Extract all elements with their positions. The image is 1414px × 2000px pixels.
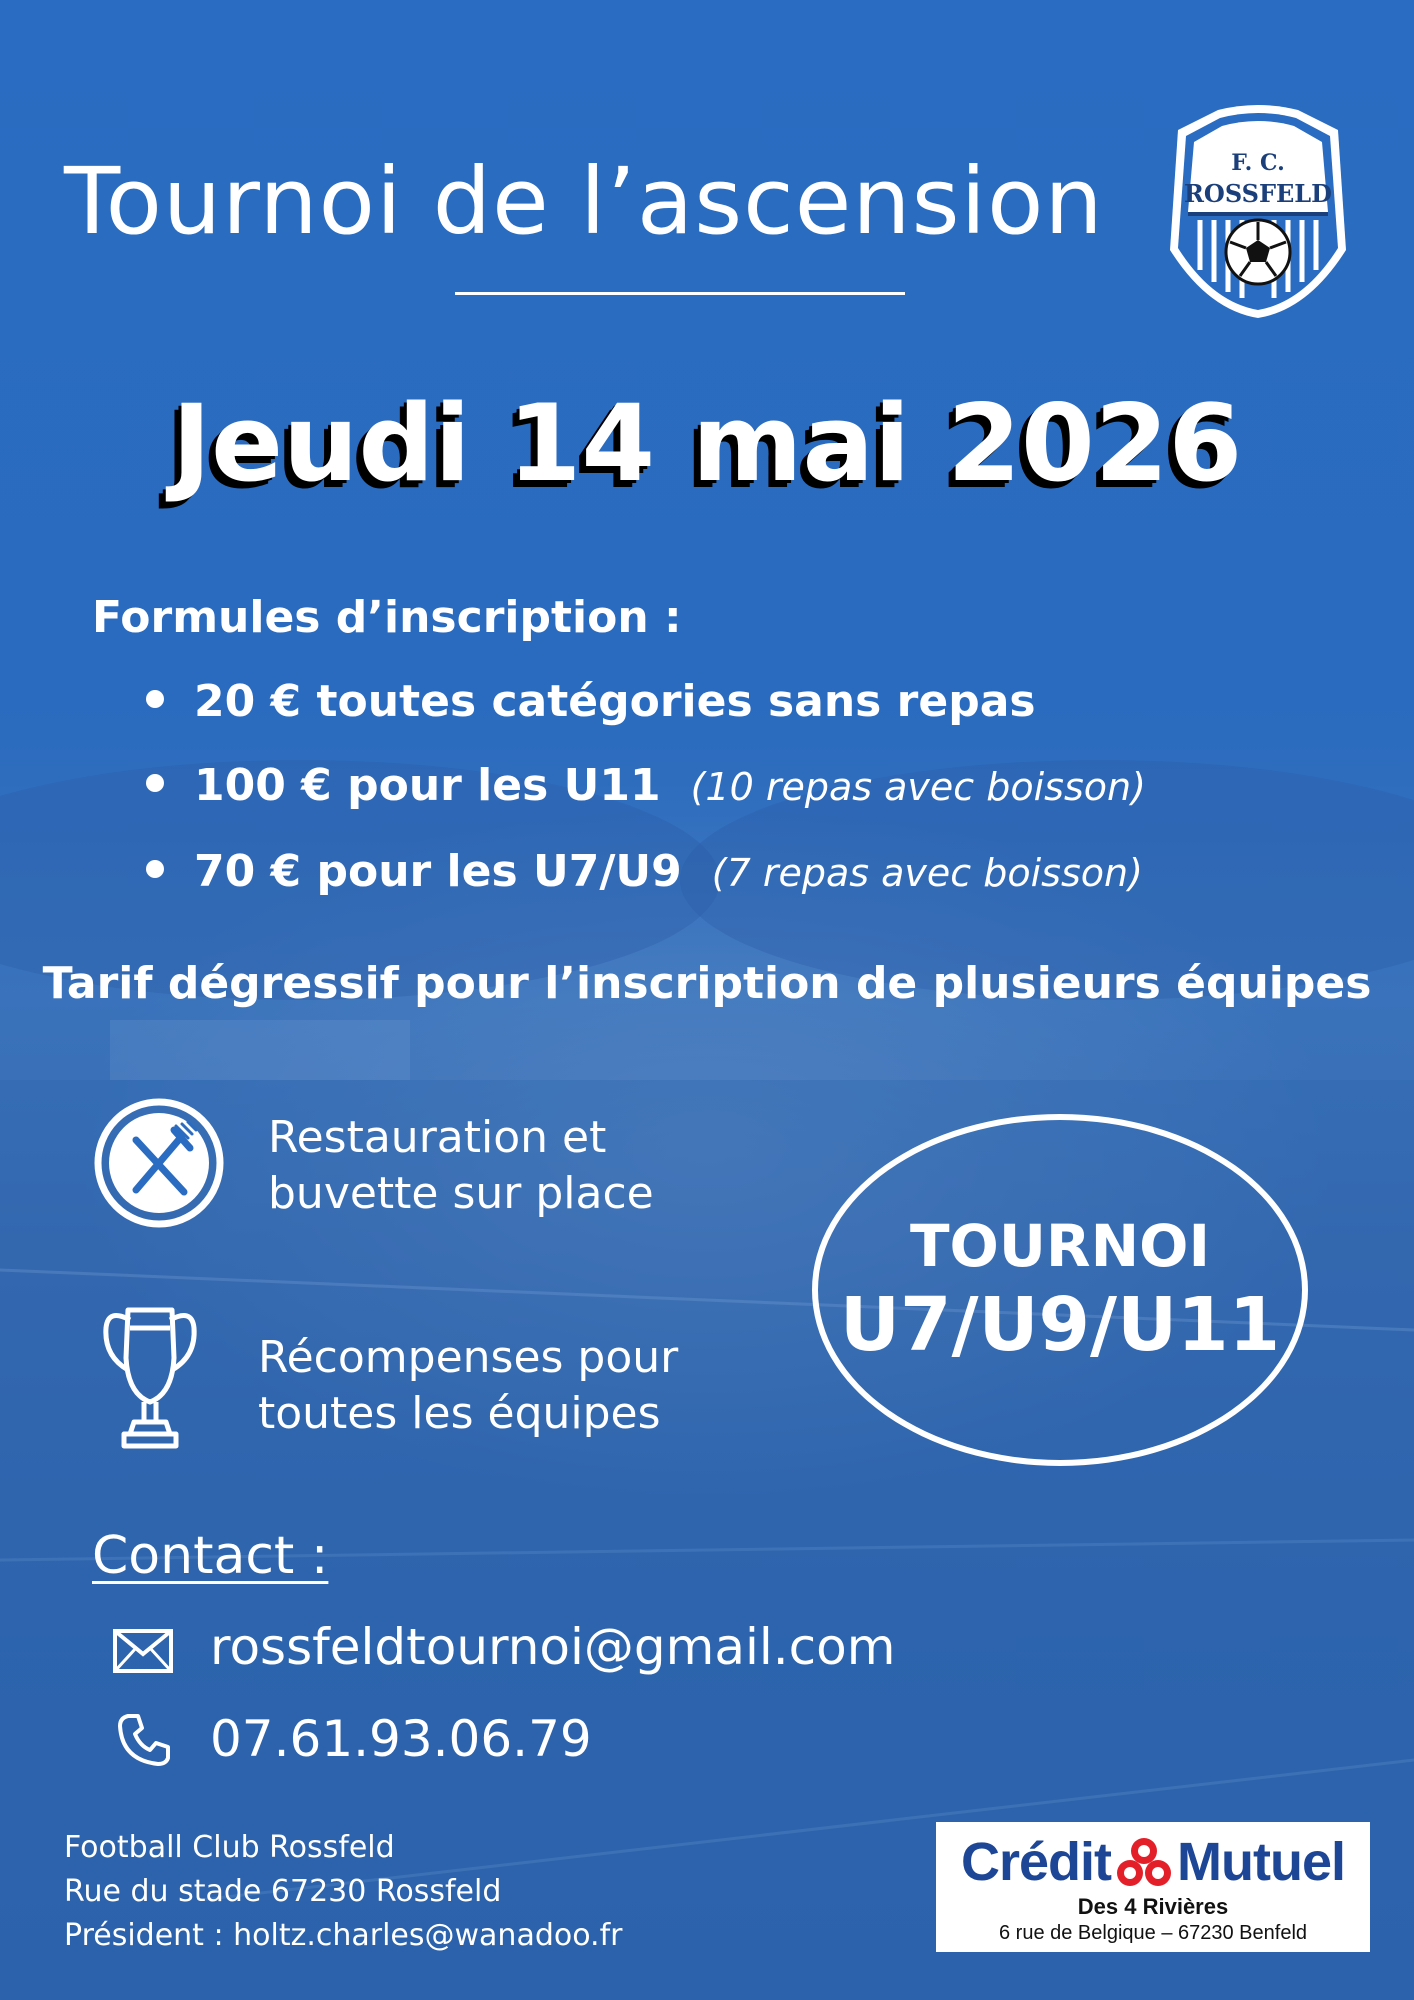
bullet-icon: [146, 860, 164, 878]
sponsor-branch: Des 4 Rivières: [1077, 1894, 1229, 1919]
trophy-icon: [100, 1298, 200, 1458]
formule-item: [146, 760, 1146, 811]
tarif-degressif: Tarif dégressif pour l’inscription de plusieurs équipes: [42, 958, 1372, 1009]
formule-note: (7 repas avec boisson): [711, 851, 1143, 895]
title-underline: [455, 292, 905, 295]
sponsor-brand: [961, 1832, 1345, 1892]
formule-price: 70 € pour les U7/U9: [194, 846, 682, 897]
phone-icon: [116, 1712, 172, 1768]
formule-item: [146, 846, 1143, 897]
crest-club-name: ROSSFELD: [1183, 179, 1333, 208]
sponsor-address: 6 rue de Belgique – 67230 Benfeld: [998, 1922, 1308, 1944]
credit-mutuel-emblem-icon: [1115, 1836, 1173, 1888]
contact-phone-link[interactable]: 07.61.93.06.79: [210, 1710, 592, 1768]
contact-email-link[interactable]: rossfeldtournoi@gmail.com: [210, 1618, 896, 1676]
bullet-icon: [146, 774, 164, 792]
tournament-categories-badge: [812, 1114, 1308, 1466]
football-club-crest-icon: [1158, 100, 1358, 320]
club-address: Rue du stade 67230 Rossfeld: [64, 1874, 502, 1909]
restauration-line-2: buvette sur place: [268, 1168, 654, 1219]
restauration-line-1: Restauration et: [268, 1112, 607, 1163]
club-president: Président : holtz.charles@wanadoo.fr: [64, 1918, 623, 1953]
sponsor-brand-right: Mutuel: [1177, 1832, 1345, 1892]
contact-heading: Contact :: [92, 1526, 329, 1586]
recompenses-line-2: toutes les équipes: [258, 1388, 661, 1439]
bullet-icon: [146, 690, 164, 708]
formule-note: (10 repas avec boisson): [690, 765, 1146, 809]
event-date: Jeudi 14 mai 2026: [171, 382, 1243, 505]
poster-title: Tournoi de l’ascension: [64, 148, 1104, 255]
envelope-icon: [112, 1628, 174, 1674]
formule-price: 100 € pour les U11: [194, 760, 661, 811]
formules-heading: Formules d’inscription :: [92, 592, 682, 643]
sponsor-brand-left: Crédit: [961, 1832, 1112, 1892]
recompenses-feature: [258, 1330, 678, 1442]
club-name: Football Club Rossfeld: [64, 1830, 395, 1865]
restauration-feature: [268, 1110, 654, 1222]
crest-initials: F. C.: [1231, 150, 1285, 176]
formule-price: 20 € toutes catégories sans repas: [194, 676, 1036, 727]
club-footer: [64, 1826, 623, 1958]
sponsor-logo: [936, 1822, 1370, 1952]
badge-title: TOURNOI: [909, 1212, 1211, 1280]
recompenses-line-1: Récompenses pour: [258, 1332, 679, 1383]
fork-knife-icon: [92, 1096, 226, 1230]
formule-item: [146, 676, 1036, 727]
badge-categories: U7/U9/U11: [839, 1282, 1281, 1368]
